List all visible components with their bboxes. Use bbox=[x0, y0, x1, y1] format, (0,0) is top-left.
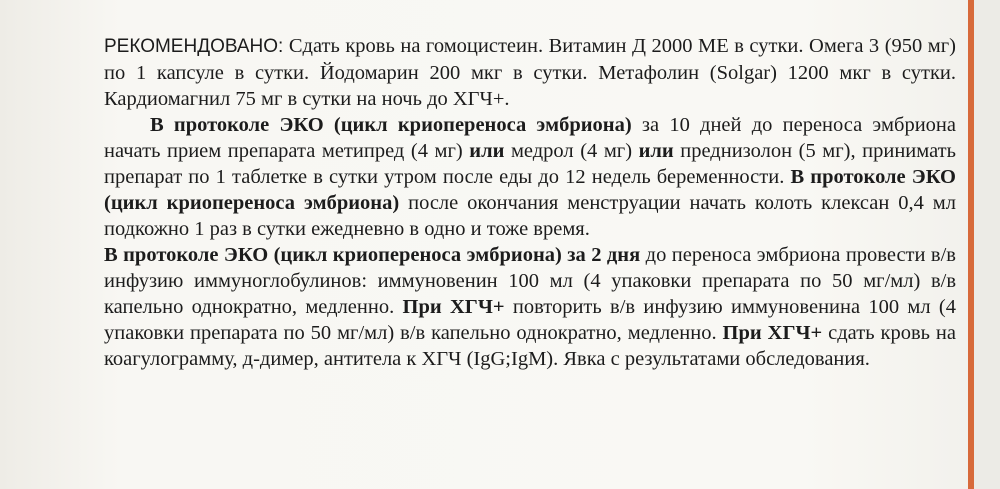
document-body bbox=[104, 33, 956, 372]
protocol-text: медрол (4 мг) bbox=[504, 140, 639, 162]
paragraph-protocol-infusion bbox=[104, 242, 956, 372]
hcg-positive-keyword: При ХГЧ+ bbox=[402, 296, 505, 318]
paragraph-recommended bbox=[104, 33, 956, 112]
protocol-heading: В протоколе ЭКО (цикл криопереноса эмбриона) bbox=[104, 166, 956, 214]
protocol-text: после окончания менструации начать колоть клексан 0,4 мл подкожно 1 раз в сутки ежедневно в одно и тоже время. bbox=[104, 192, 956, 240]
hcg-positive-keyword: При ХГЧ+ bbox=[722, 322, 823, 344]
recommended-text: Сдать кровь на гомоцистеин. Витамин Д 2000 МЕ в сутки. Омега 3 (950 мг) по 1 капсуле в сутки. Йодомарин 200 мкг в сутки. Метафолин (Solgar) 1200 мкг в сутки. Кардиомагнил 75 мг в сутки на ночь до ХГЧ+. bbox=[104, 35, 956, 110]
protocol-heading: В протоколе ЭКО (цикл криопереноса эмбриона) за 2 дня bbox=[104, 244, 641, 266]
paragraph-protocol-medication bbox=[104, 112, 956, 242]
protocol-heading: В протоколе ЭКО (цикл криопереноса эмбриона) bbox=[150, 114, 632, 136]
infusion-text: повторить в/в инфузию иммуновенина 100 мл (4 упаковки препарата по 50 мг/мл) в/в капельно однократно, медленно. bbox=[104, 296, 957, 344]
infusion-text: сдать кровь на коагулограмму, д-димер, антитела к ХГЧ (IgG;IgM). Явка с результатами обследования. bbox=[104, 322, 956, 370]
protocol-text: преднизолон (5 мг), принимать препарат по 1 таблетке в сутки утром после еды до 12 недель беременности. bbox=[104, 140, 956, 188]
or-keyword: или bbox=[638, 140, 674, 162]
protocol-text: за 10 дней до переноса эмбриона начать прием препарата метипред (4 мг) bbox=[104, 114, 956, 162]
or-keyword: или bbox=[469, 140, 505, 162]
page-edge bbox=[974, 0, 1000, 489]
recommended-heading: РЕКОМЕНДОВАНО: bbox=[104, 36, 284, 57]
infusion-text: до переноса эмбриона провести в/в инфузию иммуноглобулинов: иммуновенин 100 мл (4 упаковки препарата по 50 мг/мл) в/в капельно однократно, медленно. bbox=[104, 244, 956, 318]
